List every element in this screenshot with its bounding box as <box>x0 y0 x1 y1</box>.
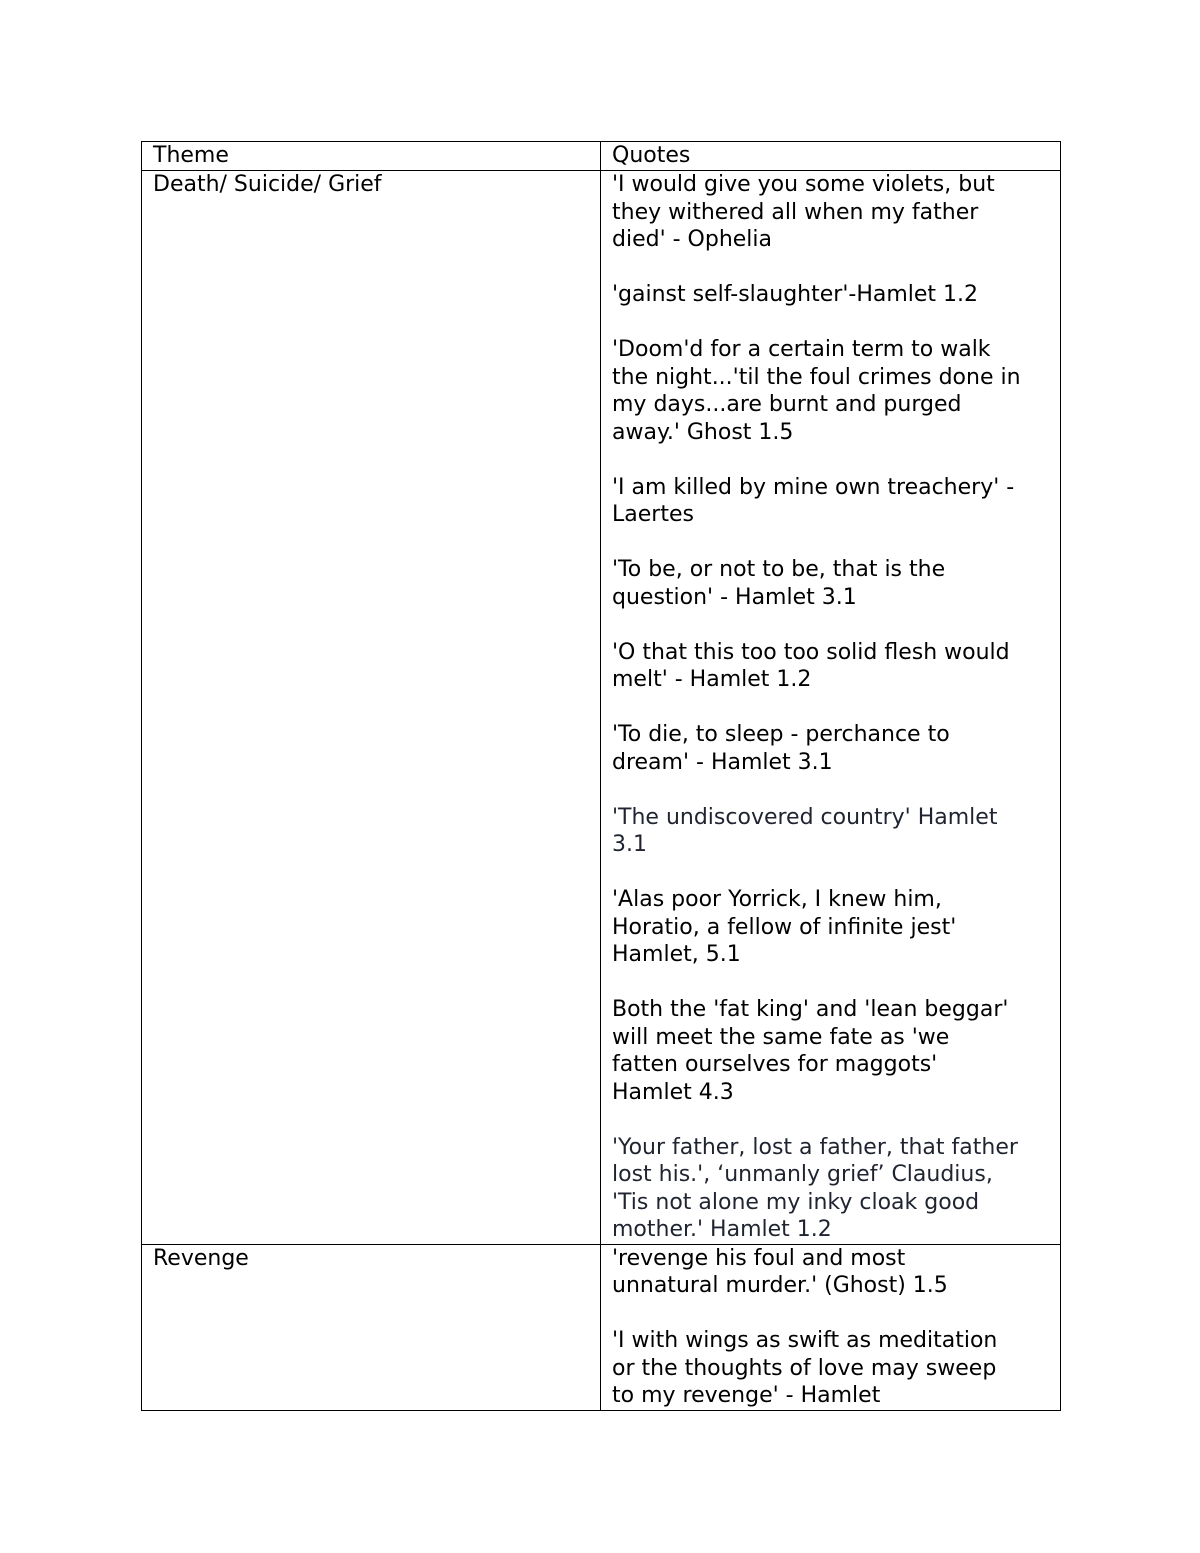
quote-text: 'I with wings as swift as meditation or the thoughts of love may sweep to my revenge' - Hamlet <box>612 1328 998 1408</box>
quote-text: 'To die, to sleep - perchance to dream' - Hamlet 3.1 <box>612 722 950 775</box>
quote-text: 'revenge his foul and most unnatural murder.' (Ghost) 1.5 <box>612 1245 948 1298</box>
quote-text: 'gainst self-slaughter'-Hamlet 1.2 <box>612 282 979 307</box>
quote-text: 'To be, or not to be, that is the question' - Hamlet 3.1 <box>612 557 946 610</box>
quote-text: 'Your father, lost a father, that father lost his.', ‘unmanly grief’ Claudius, 'Tis not alone my inky cloak good mother.' Hamlet 1.2 <box>612 1134 1018 1242</box>
quote-text: 'The undiscovered country' Hamlet 3.1 <box>612 804 998 857</box>
quotes-cell <box>601 171 1061 1245</box>
table-header-row <box>142 142 1061 171</box>
quotes-column-header: Quotes <box>601 142 1061 171</box>
theme-column-header: Theme <box>142 142 601 171</box>
table-row <box>142 171 1061 1245</box>
quotes-cell <box>601 1244 1061 1410</box>
themes-quotes-table <box>141 141 1061 1411</box>
quote-text: 'Alas poor Yorrick, I knew him, Horatio, a fellow of infinite jest' Hamlet, 5.1 <box>612 887 957 967</box>
quote-text: 'I would give you some violets, but they withered all when my father died' - Ophelia <box>612 172 995 252</box>
quote-text: 'Doom'd for a certain term to walk the night...'til the foul crimes done in my days...are burnt and purged away.' Ghost 1.5 <box>612 337 1021 445</box>
theme-cell: Death/ Suicide/ Grief <box>142 171 601 1245</box>
quote-text: 'I am killed by mine own treachery' - Laertes <box>612 474 1015 527</box>
quote-text: Both the 'fat king' and 'lean beggar' will meet the same fate as 'we fatten ourselves for maggots' Hamlet 4.3 <box>612 997 1009 1105</box>
table-row <box>142 1244 1061 1410</box>
quote-text: 'O that this too too solid flesh would melt' - Hamlet 1.2 <box>612 639 1010 692</box>
theme-cell: Revenge <box>142 1244 601 1410</box>
